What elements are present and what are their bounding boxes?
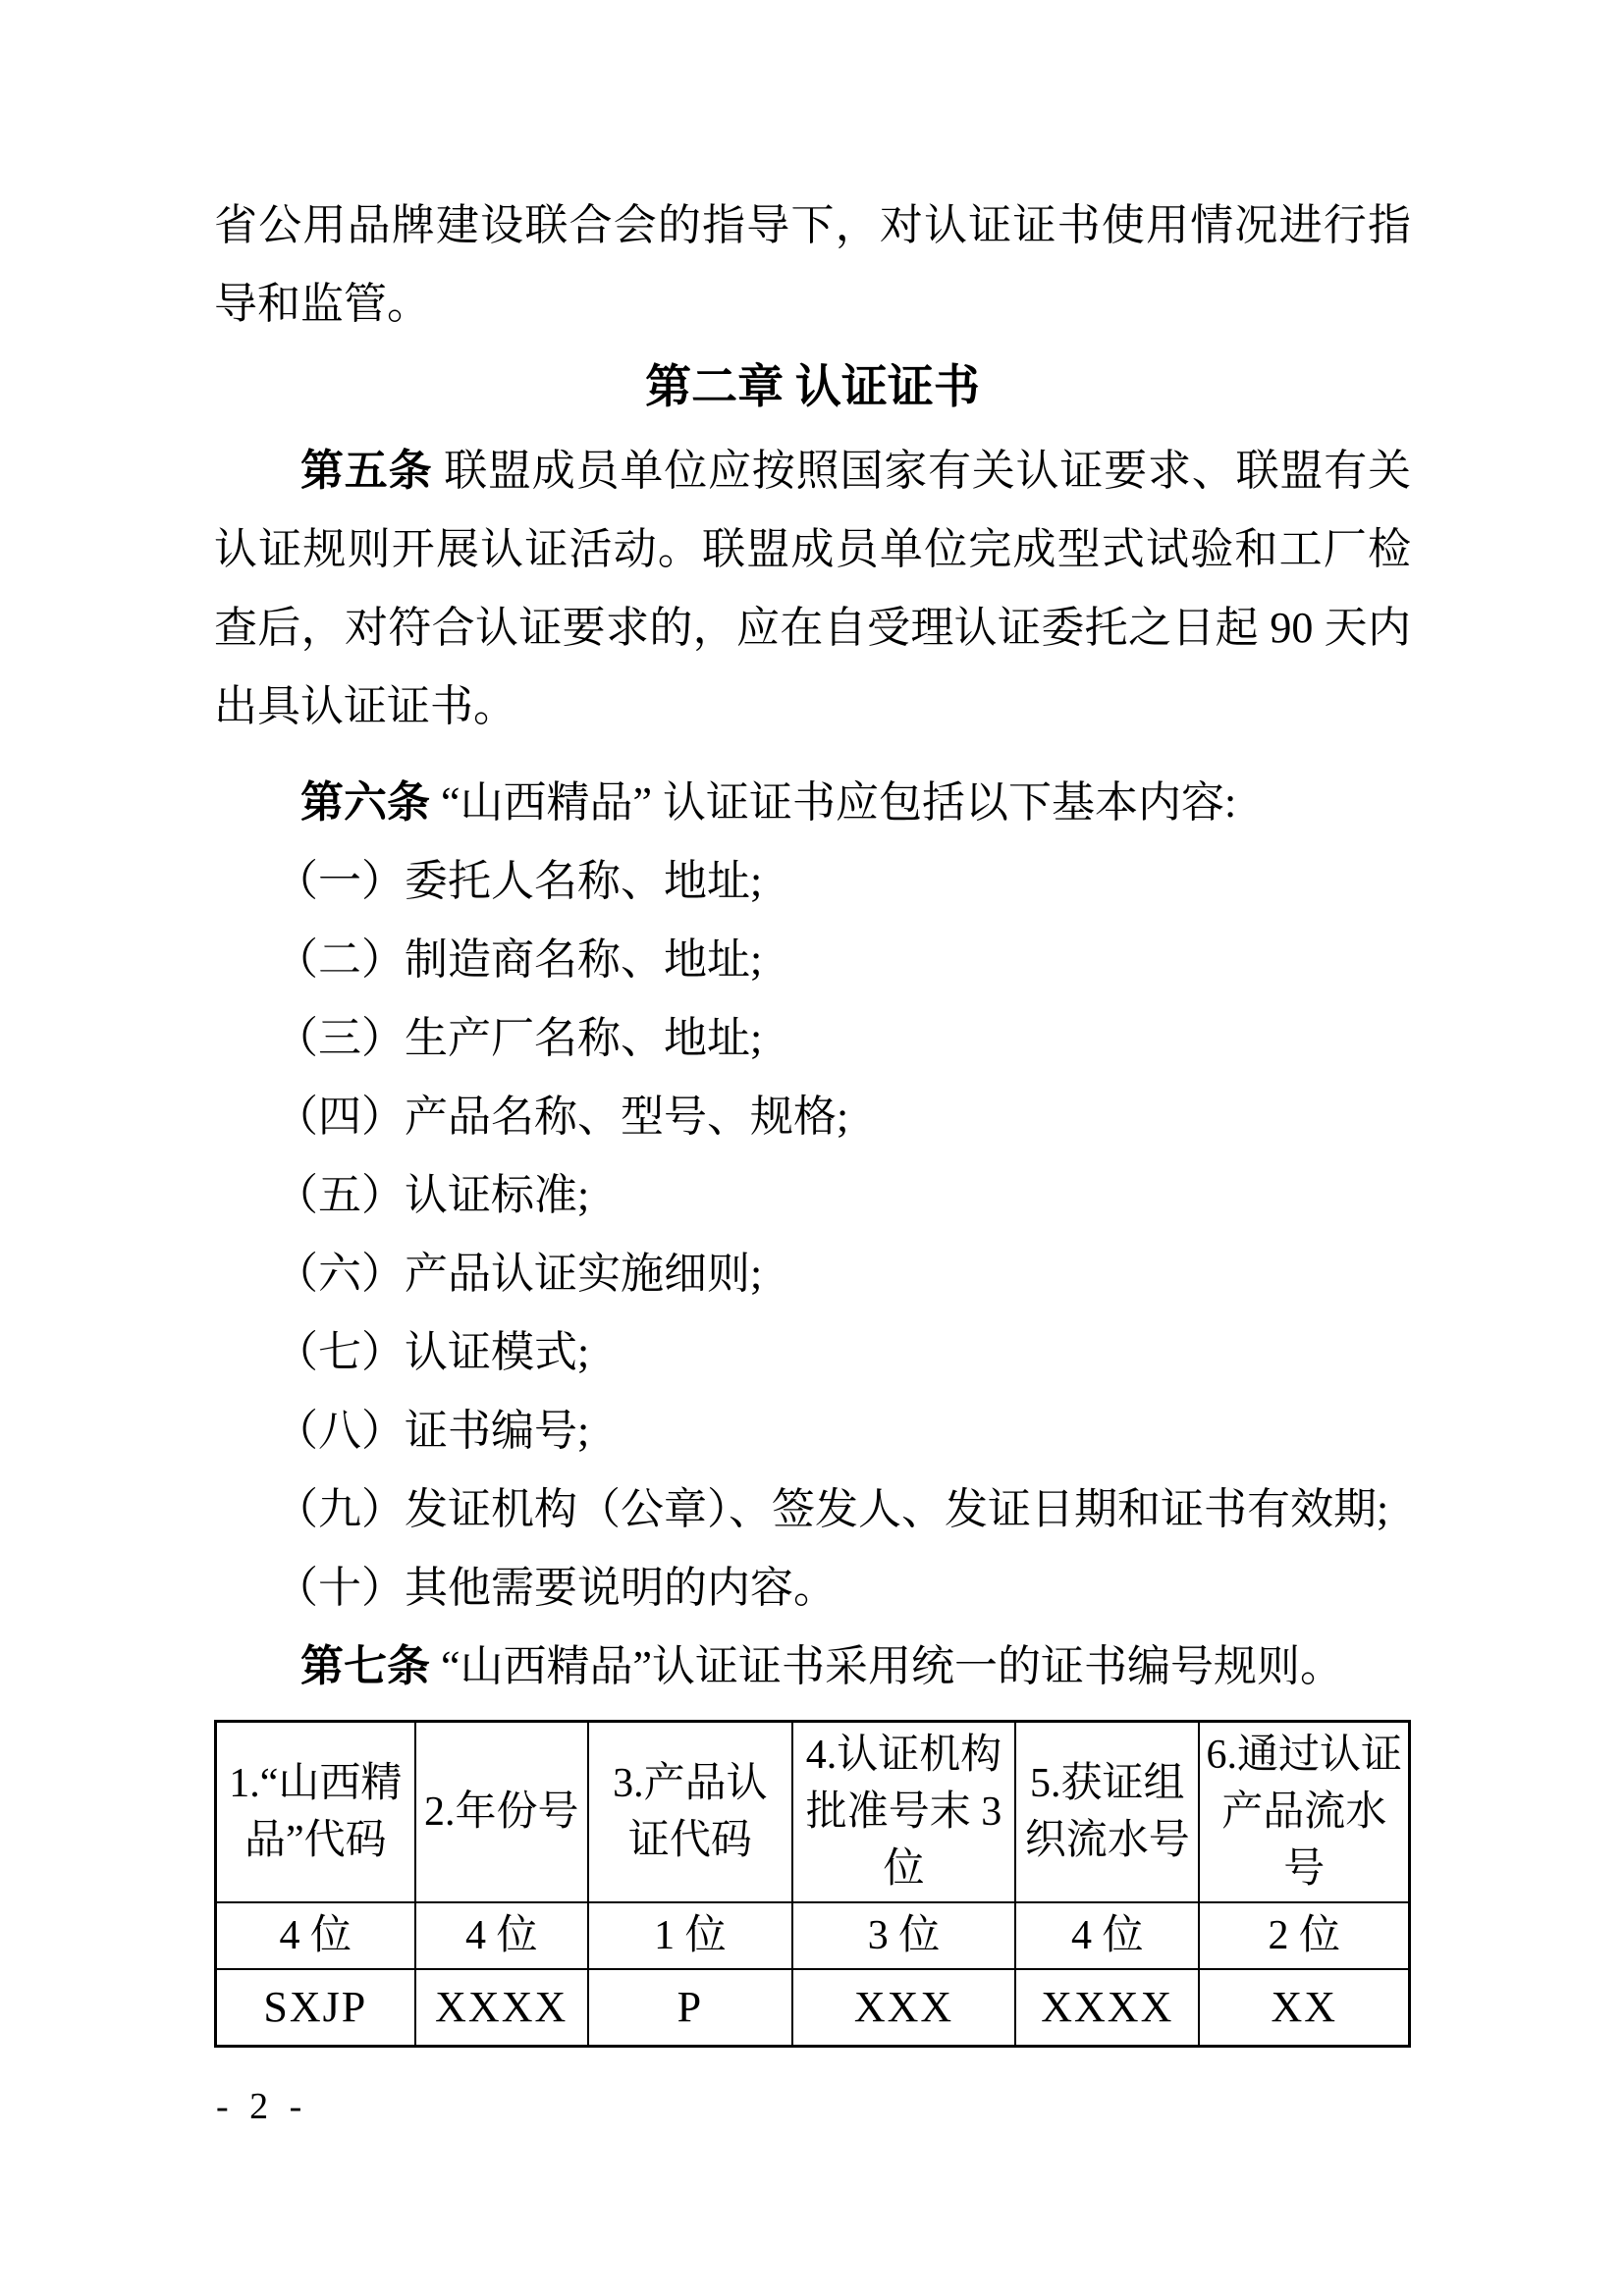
article-5 [214,432,1411,746]
digit-cell-3: 1 位 [588,1902,792,1969]
digit-cell-5: 4 位 [1015,1902,1199,1969]
code-cell-4: XXX [792,1969,1015,2047]
article-6-number: 第六条 [300,778,430,827]
list-item-3: （三）生产厂名称、地址; [275,1014,763,1062]
table-header-row [216,1722,1410,1903]
list-item-4: （四）产品名称、型号、规格; [275,1093,849,1141]
article-7-text: “山西精品”认证证书采用统一的证书编号规则。 [430,1642,1344,1690]
article-5-text: 联盟成员单位应按照国家有关认证要求、联盟有关认证规则开展认证活动。联盟成员单位完成型式试验和工厂检查后，对符合认证要求的，应在自受理认证委托之日起 90 天内出具认证证书。 [214,447,1412,730]
digit-cell-2: 4 位 [415,1902,588,1969]
certificate-number-rule-table [214,1720,1411,2048]
code-cell-1: SXJP [216,1969,415,2047]
article-7 [214,1628,1411,1706]
list-item-8: （八）证书编号; [275,1407,590,1455]
table-header-cell-5: 5.获证组织流水号 [1015,1722,1199,1903]
table-header-cell-1: 1.“山西精品”代码 [216,1722,415,1903]
document-body [214,187,1411,2048]
table-digit-row [216,1902,1410,1969]
list-item-6: （六）产品认证实施细则; [275,1250,763,1298]
paragraph-continuation: 省公用品牌建设联合会的指导下，对认证证书使用情况进行指导和监管。 [214,201,1411,328]
code-cell-5: XXXX [1015,1969,1199,2047]
code-cell-3: P [588,1969,792,2047]
article-6 [214,764,1411,842]
list-item-10: （十）其他需要说明的内容。 [275,1564,837,1612]
digit-cell-4: 3 位 [792,1902,1015,1969]
article-6-text: “山西精品” 认证证书应包括以下基本内容: [430,778,1237,827]
table-header-cell-4: 4.认证机构批准号末 3 位 [792,1722,1015,1903]
table-code-row [216,1969,1410,2047]
table-header-cell-3: 3.产品认证代码 [588,1722,792,1903]
list-item-7: （七）认证模式; [275,1328,590,1376]
page-number: - 2 - [216,2086,308,2127]
digit-cell-1: 4 位 [216,1902,415,1969]
list-item-5: （五）认证标准; [275,1171,590,1219]
code-cell-2: XXXX [415,1969,588,2047]
list-item-9: （九）发证机构（公章）、签发人、发证日期和证书有效期; [275,1485,1389,1533]
list-item-2: （二）制造商名称、地址; [275,935,763,984]
article-7-number: 第七条 [300,1642,430,1690]
digit-cell-6: 2 位 [1199,1902,1409,1969]
table-header-cell-6: 6.通过认证产品流水号 [1199,1722,1409,1903]
list-item-1: （一）委托人名称、地址; [275,857,763,905]
code-cell-6: XX [1199,1969,1409,2047]
table-header-cell-2: 2.年份号 [415,1722,588,1903]
chapter-heading: 第二章 认证证书 [645,362,980,413]
article-5-number: 第五条 [300,447,433,495]
